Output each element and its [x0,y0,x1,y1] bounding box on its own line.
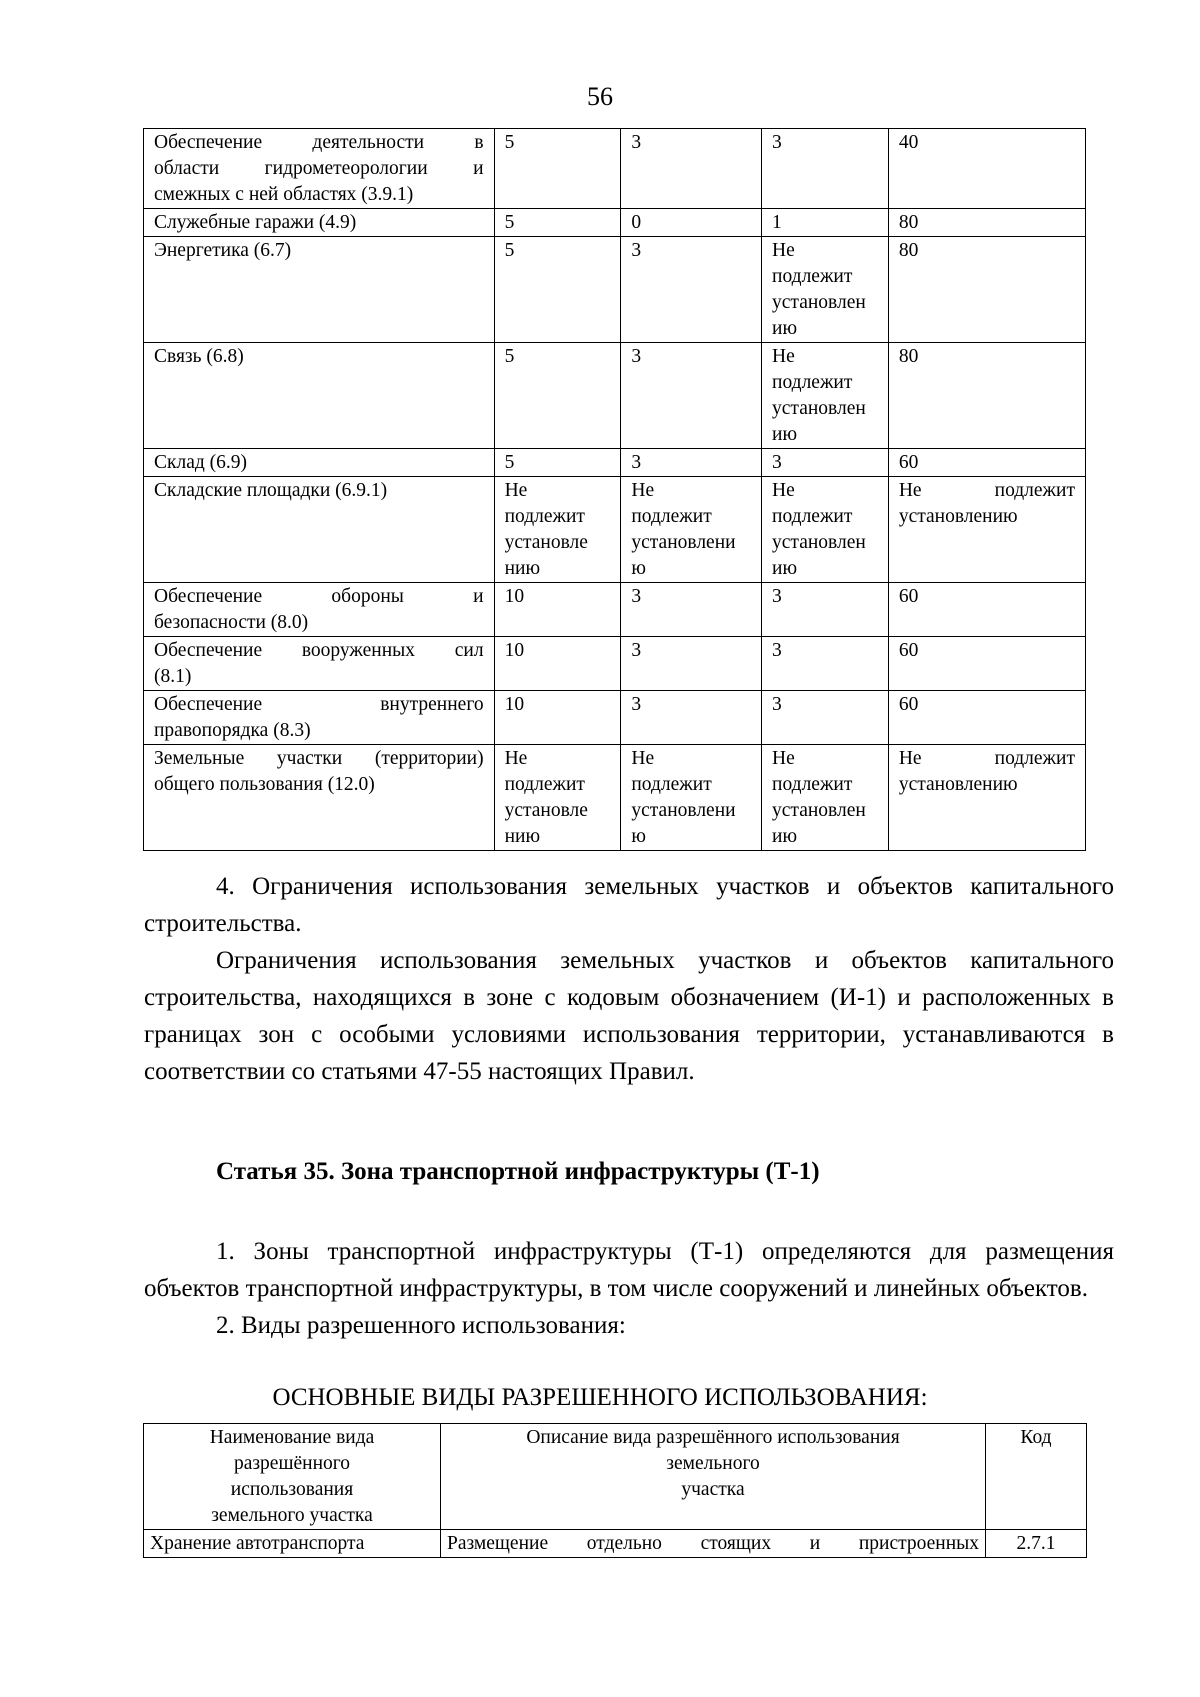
cell-line: подлежит [772,506,853,527]
cell-line: Служебные гаражи (4.9) [154,212,357,233]
land-use-name-cell [144,583,495,637]
cell-line: 80 [898,346,919,367]
section-4-heading: 4. Ограничения использования земельных участков и объектов капитального строительства. [144,873,1114,937]
value-cell-c1 [494,477,621,583]
value-cell-c1 [494,129,621,209]
cell-line: установлению [898,506,1018,527]
header-description [441,1424,986,1530]
cell-line: Не [772,480,795,501]
header-line: разрешённого [233,1453,351,1474]
land-use-name-cell [144,237,495,343]
value-cell-c3 [762,237,889,343]
cell-line: 5 [504,346,515,367]
page-number: 56 [587,82,613,111]
cell-line: Земельные участки (территории) [154,748,484,769]
permitted-uses-table [143,1423,1087,1558]
value-cell-c3 [762,583,889,637]
value-cell-c4 [888,583,1085,637]
header-line: земельного [666,1453,760,1474]
value-cell-c3 [762,637,889,691]
cell-line: 3 [631,132,642,153]
cell-line: установлен [772,398,866,419]
cell-line: смежных с ней областях (3.9.1) [154,184,414,205]
use-code-cell: 2.7.1 [986,1530,1087,1558]
cell-line: Обеспечение вооруженных сил [154,640,484,661]
section-4-body: Ограничения использования земельных участков и объектов капитального строительства, находящихся в зоне с кодовым обозначением (И-1) и расположенных в границах зон с особыми условиями использования территории, устанавливаются в соответствии со статьями 47-55 настоящих Правил. [144,947,1114,1085]
value-cell-c2 [621,209,762,237]
cell-line: правопорядка (8.3) [154,720,311,741]
cell-line: подлежит [772,774,853,795]
cell-line: установлен [772,292,866,313]
cell-line: Не [772,240,795,261]
land-use-name-cell [144,343,495,449]
cell-line: (8.1) [154,666,192,687]
value-cell-c1 [494,637,621,691]
cell-line: 3 [772,694,782,715]
value-cell-c4 [888,129,1085,209]
table-row [144,129,1086,209]
cell-line: 0 [631,212,642,233]
land-use-name-cell [144,691,495,745]
table-row [144,745,1086,851]
value-cell-c1 [494,691,621,745]
value-cell-c3 [762,745,889,851]
cell-line: 60 [898,586,919,607]
cell-line: 60 [898,694,919,715]
cell-line: 3 [631,586,642,607]
cell-line: подлежит [504,506,585,527]
cell-line: ию [772,826,798,847]
land-use-name-cell [144,477,495,583]
value-cell-c3 [762,343,889,449]
cell-line: установле [504,532,588,553]
cell-line: Не [631,748,655,769]
cell-line: 5 [504,132,515,153]
cell-line: 3 [772,132,782,153]
cell-line: Связь (6.8) [154,346,244,367]
value-cell-c1 [494,449,621,477]
cell-line: 3 [631,452,642,473]
cell-line: Не подлежит [898,480,1075,501]
cell-line: безопасности (8.0) [154,612,309,633]
cell-line: Складские площадки (6.9.1) [154,480,388,501]
value-cell-c3 [762,209,889,237]
header-name [144,1424,441,1530]
value-cell-c4 [888,343,1085,449]
cell-line: подлежит [504,774,585,795]
value-cell-c3 [762,477,889,583]
main-permitted-uses-title: ОСНОВНЫЕ ВИДЫ РАЗРЕШЕННОГО ИСПОЛЬЗОВАНИЯ: [272,1384,928,1411]
cell-line: Не [504,748,528,769]
land-use-name-cell [144,129,495,209]
cell-line: Обеспечение обороны и [154,586,484,607]
cell-line: подлежит [631,774,712,795]
table-row [144,583,1086,637]
header-line: участка [681,1479,745,1500]
cell-line: Не [772,346,795,367]
land-use-name-cell [144,449,495,477]
value-cell-c2 [621,129,762,209]
value-cell-c1 [494,745,621,851]
table-row [144,477,1086,583]
value-cell-c2 [621,583,762,637]
cell-line: 3 [772,452,782,473]
cell-line: общего пользования (12.0) [154,774,375,795]
value-cell-c1 [494,237,621,343]
value-cell-c4 [888,745,1085,851]
table-row [144,691,1086,745]
value-cell-c4 [888,691,1085,745]
header-code: Код [986,1424,1087,1530]
value-cell-c2 [621,343,762,449]
cell-line: 10 [504,586,525,607]
cell-line: 60 [898,452,919,473]
value-cell-c2 [621,691,762,745]
table-row [144,343,1086,449]
cell-line: подлежит [631,506,712,527]
cell-line: нию [504,826,541,847]
cell-line: 40 [898,132,919,153]
header-line: использования [230,1479,354,1500]
cell-line: 80 [898,240,919,261]
section-4 [144,868,1114,1090]
article-35-title: Статья 35. Зона транспортной инфраструктуры (Т-1) [216,1158,820,1185]
cell-line: Не [504,480,528,501]
table-row [144,209,1086,237]
cell-line: установлен [772,532,866,553]
table-row [144,637,1086,691]
cell-line: области гидрометеорологии и [154,158,484,179]
cell-line: ю [631,826,646,847]
cell-line: подлежит [772,372,853,393]
cell-line: 60 [898,640,919,661]
cell-line: Обеспечение деятельности в [154,132,484,153]
land-use-name-cell [144,209,495,237]
cell-line: подлежит [772,266,853,287]
land-use-name-cell [144,637,495,691]
value-cell-c2 [621,477,762,583]
header-line: Описание вида разрешённого использования [526,1427,900,1448]
value-cell-c4 [888,449,1085,477]
cell-line: установле [504,800,588,821]
cell-line: ию [772,318,798,339]
cell-line: Не [772,748,795,769]
value-cell-c2 [621,745,762,851]
land-use-name-cell [144,745,495,851]
cell-line: Не подлежит [898,748,1075,769]
cell-line: 3 [772,586,782,607]
cell-line: Энергетика (6.7) [154,240,292,261]
cell-line: ю [631,558,646,579]
cell-line: 5 [504,212,515,233]
value-cell-c3 [762,129,889,209]
article-35-paragraph-2: 2. Виды разрешенного использования: [216,1312,626,1339]
table-header-row [144,1424,1087,1530]
value-cell-c3 [762,691,889,745]
cell-line: 3 [631,640,642,661]
value-cell-c2 [621,449,762,477]
value-cell-c2 [621,237,762,343]
value-cell-c2 [621,637,762,691]
use-name-cell: Хранение автотранспорта [144,1530,441,1558]
cell-line: Склад (6.9) [154,452,248,473]
cell-line: 5 [504,240,515,261]
cell-line: ию [772,424,798,445]
cell-line: 1 [772,212,782,233]
value-cell-c4 [888,237,1085,343]
cell-line: 10 [504,694,525,715]
cell-line: установлени [631,532,736,553]
value-cell-c1 [494,343,621,449]
article-35-body [144,1233,1114,1344]
cell-line: Обеспечение внутреннего [154,694,484,715]
cell-line: установлени [631,800,736,821]
article-35-paragraph-1: 1. Зоны транспортной инфраструктуры (Т-1) определяются для размещения объектов транспортной инфраструктуры, в том числе сооружений и линейных объектов. [144,1238,1114,1302]
table-row [144,449,1086,477]
value-cell-c1 [494,209,621,237]
header-line: земельного участка [211,1505,373,1526]
value-cell-c3 [762,449,889,477]
value-cell-c1 [494,583,621,637]
value-cell-c4 [888,209,1085,237]
cell-line: установлению [898,774,1018,795]
cell-line: установлен [772,800,866,821]
cell-line: 10 [504,640,525,661]
table-row [144,237,1086,343]
parameters-table [143,128,1086,851]
cell-line: 3 [631,240,642,261]
header-line: Наименование вида [209,1427,375,1448]
cell-line: 3 [772,640,782,661]
cell-line: ию [772,558,798,579]
cell-line: 3 [631,694,642,715]
cell-line: 3 [631,346,642,367]
cell-line: 80 [898,212,919,233]
table-row [144,1530,1087,1558]
use-description-cell: Размещение отдельно стоящих и пристроенных [441,1530,986,1558]
cell-line: 5 [504,452,515,473]
cell-line: Не [631,480,655,501]
value-cell-c4 [888,477,1085,583]
cell-line: нию [504,558,541,579]
value-cell-c4 [888,637,1085,691]
